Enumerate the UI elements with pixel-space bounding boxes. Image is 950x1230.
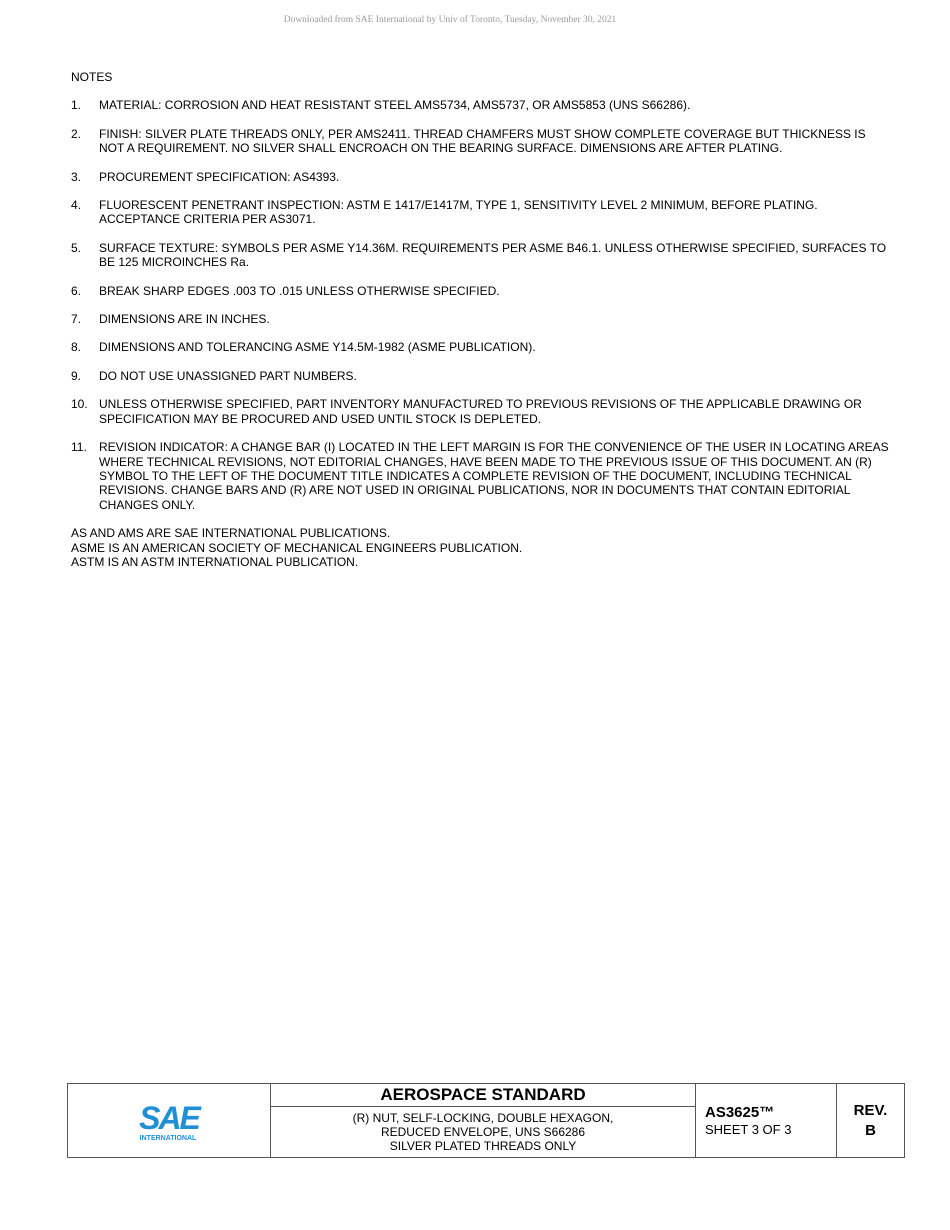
note-item — [71, 312, 891, 326]
document-number-cell — [696, 1084, 837, 1157]
document-number: AS3625™ — [705, 1104, 775, 1121]
note-number: 8. — [71, 340, 82, 355]
note-number: 10. — [71, 397, 88, 412]
note-item — [71, 369, 891, 383]
document-title-line: SILVER PLATED THREADS ONLY — [389, 1139, 577, 1153]
note-item — [71, 397, 891, 426]
note-item — [71, 98, 891, 112]
note-text: REVISION INDICATOR: A CHANGE BAR (I) LOCATED IN THE LEFT MARGIN IS FOR THE CONVENIENCE OF THE USER IN LOCATING AREAS WHERE TECHNICAL REVISIONS, NOT EDITORIAL CHANGES, HAVE BEEN MADE TO THE PREVIOUS ISSUE OF THIS DOCUMENT. AN (R) SYMBOL TO THE LEFT OF THE DOCUMENT TITLE INDICATES A COMPLETE REVISION OF THE DOCUMENT, INCLUDING TECHNICAL REVISIONS. CHANGE BARS AND (R) ARE NOT USED IN ORIGINAL PUBLICATIONS, NOR IN DOCUMENTS THAT CONTAIN EDITORIAL CHANGES ONLY. — [99, 440, 889, 512]
note-item — [71, 284, 891, 298]
revision-value: B — [865, 1121, 876, 1139]
note-text: MATERIAL: CORROSION AND HEAT RESISTANT STEEL AMS5734, AMS5737, OR AMS5853 (UNS S66286). — [99, 98, 691, 113]
note-number: 2. — [71, 126, 82, 141]
note-item — [71, 440, 891, 512]
publication-line: ASTM IS AN ASTM INTERNATIONAL PUBLICATION. — [71, 554, 359, 569]
sae-logo — [68, 1084, 271, 1157]
document-title — [271, 1107, 695, 1157]
notes-list — [71, 98, 891, 512]
document-type-heading: AEROSPACE STANDARD — [271, 1084, 695, 1107]
note-text: DIMENSIONS ARE IN INCHES. — [99, 312, 270, 327]
note-item — [71, 127, 891, 156]
note-number: 3. — [71, 169, 82, 184]
note-text: FLUORESCENT PENETRANT INSPECTION: ASTM E 1417/E1417M, TYPE 1, SENSITIVITY LEVEL 2 MINIMUM, BEFORE PLATING. ACCEPTANCE CRITERIA PER AS3071. — [99, 198, 818, 227]
note-number: 5. — [71, 240, 82, 255]
note-item — [71, 170, 891, 184]
logo-subtext: INTERNATIONAL — [139, 1134, 197, 1142]
note-number: 11. — [71, 440, 87, 455]
document-title-line: (R) NUT, SELF-LOCKING, DOUBLE HEXAGON, — [352, 1111, 614, 1125]
note-item — [71, 198, 891, 227]
note-text: DIMENSIONS AND TOLERANCING ASME Y14.5M-1982 (ASME PUBLICATION). — [99, 340, 536, 355]
note-number: 9. — [71, 368, 82, 383]
title-center — [271, 1084, 696, 1157]
note-item — [71, 340, 891, 354]
note-text: BREAK SHARP EDGES .003 TO .015 UNLESS OTHERWISE SPECIFIED. — [99, 283, 500, 298]
note-text: UNLESS OTHERWISE SPECIFIED, PART INVENTORY MANUFACTURED TO PREVIOUS REVISIONS OF THE APPLICABLE DRAWING OR SPECIFICATION MAY BE PROCURED AND USED UNTIL STOCK IS DEPLETED. — [99, 397, 862, 426]
document-title-line: REDUCED ENVELOPE, UNS S66286 — [380, 1125, 586, 1139]
notes-section — [71, 70, 891, 569]
revision-cell — [837, 1084, 904, 1157]
sheet-number: SHEET 3 OF 3 — [705, 1122, 792, 1137]
notes-heading: NOTES — [71, 70, 113, 84]
note-number: 4. — [71, 198, 82, 213]
revision-label: REV. — [853, 1101, 888, 1119]
note-text: PROCUREMENT SPECIFICATION: AS4393. — [99, 169, 340, 184]
note-number: 6. — [71, 283, 82, 298]
sae-logo-icon — [134, 1099, 204, 1143]
publications-list — [71, 526, 891, 569]
logo-wordmark: SAE — [139, 1099, 199, 1136]
download-watermark: Downloaded from SAE International by Univ of Toronto, Tuesday, November 30, 2021 — [283, 15, 617, 25]
note-text: DO NOT USE UNASSIGNED PART NUMBERS. — [99, 368, 357, 383]
note-number: 7. — [71, 312, 82, 327]
publication-line: ASME IS AN AMERICAN SOCIETY OF MECHANICAL ENGINEERS PUBLICATION. — [71, 540, 523, 555]
publication-line: AS AND AMS ARE SAE INTERNATIONAL PUBLICATIONS. — [71, 526, 391, 541]
note-item — [71, 241, 891, 270]
note-number: 1. — [71, 98, 82, 113]
note-text: FINISH: SILVER PLATE THREADS ONLY, PER AMS2411. THREAD CHAMFERS MUST SHOW COMPLETE COVERAGE BUT THICKNESS IS NOT A REQUIREMENT. NO SILVER SHALL ENCROACH ON THE BEARING SURFACE. DIMENSIONS ARE AFTER PLATING. — [99, 126, 866, 156]
note-text: SURFACE TEXTURE: SYMBOLS PER ASME Y14.36M. REQUIREMENTS PER ASME B46.1. UNLESS OTHERWISE SPECIFIED, SURFACES TO BE 125 MICROINCHES Ra. — [99, 240, 887, 270]
title-block — [67, 1083, 905, 1158]
